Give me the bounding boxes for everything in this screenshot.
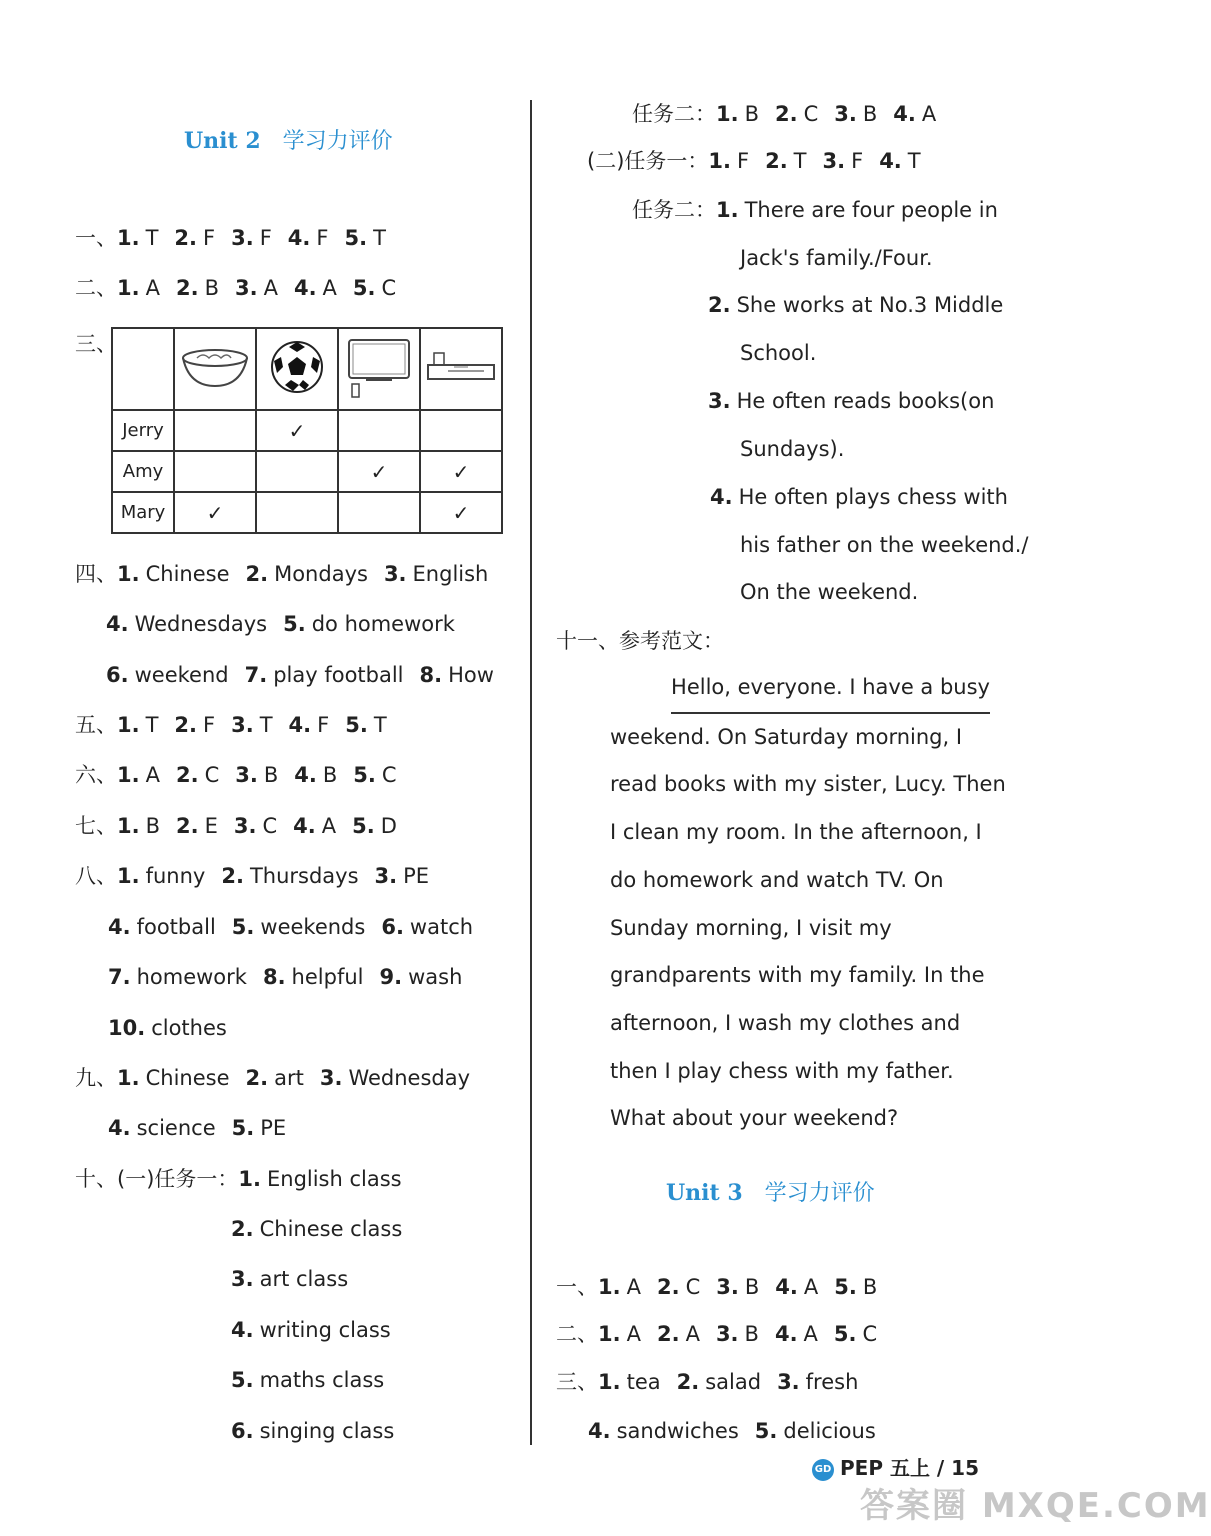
answer-line-t1b: (二)任务一：1. F 2. T 3. F 4. T [587, 149, 921, 173]
check-mark: ✓ [256, 410, 338, 451]
unit2-title-en: Unit 2 [184, 128, 261, 154]
essay-line: Sunday morning, I visit my [610, 915, 892, 940]
answer-line-t2b-1b: Jack's family./Four. [740, 246, 933, 270]
answer-line-t2b-2b: School. [740, 341, 817, 365]
tv-icon [338, 328, 420, 410]
sample-essay [610, 664, 1006, 1143]
answer-line-s8d: 10. clothes [108, 1016, 227, 1040]
unit3-title-cn: 学习力评价 [764, 1181, 875, 1206]
activity-table [111, 327, 503, 534]
answer-line-s7: 七、1. B 2. E 3. C 4. A 5. D [75, 814, 397, 838]
answer-line-t2b-3b: Sundays). [740, 437, 845, 461]
unit2-title-cn: 学习力评价 [282, 129, 393, 154]
answer-line-s10-6: 6. singing class [231, 1419, 395, 1443]
answer-line-t2b-2: 2. She works at No.3 Middle [708, 293, 1004, 317]
essay-line: Hello, everyone. I have a busy [610, 664, 990, 714]
row-name: Amy [112, 451, 174, 492]
column-divider [530, 100, 532, 1445]
row-name: Mary [112, 492, 174, 533]
answer-line-s10-5: 5. maths class [231, 1368, 385, 1392]
check-mark: ✓ [420, 451, 502, 492]
answer-line-s4a: 四、1. Chinese 2. Mondays 3. English [75, 562, 489, 586]
unit2-title [184, 124, 393, 155]
answer-line-s8c: 7. homework 8. helpful 9. wash [108, 965, 463, 989]
answer-line-s10-2: 2. Chinese class [231, 1217, 403, 1241]
desk-icon [420, 328, 502, 410]
answer-line-t2b-4b: his father on the weekend./ [740, 533, 1029, 557]
essay-line: do homework and watch TV. On [610, 867, 944, 892]
answer-line-s10-4: 4. writing class [231, 1318, 391, 1342]
answer-line-s6: 六、1. A 2. C 3. B 4. B 5. C [75, 763, 397, 787]
table-row [112, 451, 502, 492]
answer-line-s4b: 4. Wednesdays 5. do homework [106, 612, 455, 636]
answer-line-s2: 二、1. A 2. B 3. A 4. A 5. C [75, 276, 397, 300]
check-mark: ✓ [338, 451, 420, 492]
table-row [112, 492, 502, 533]
unit3-title [666, 1176, 875, 1207]
answer-line-u3s1: 一、1. A 2. C 3. B 4. A 5. B [556, 1275, 878, 1299]
answer-line-t2b-3: 3. He often reads books(on [708, 389, 995, 413]
essay-line: grandparents with my family. In the [610, 963, 985, 988]
football-icon [256, 328, 338, 410]
answer-line-s9b: 4. science 5. PE [108, 1116, 287, 1140]
answer-line-t2b-1: 任务二：1. There are four people in [632, 198, 998, 222]
answer-line-s8b: 4. football 5. weekends 6. watch [108, 915, 474, 939]
essay-line: What about your weekend? [610, 1106, 899, 1131]
essay-line: weekend. On Saturday morning, I [610, 724, 963, 749]
answer-line-s9a: 九、1. Chinese 2. art 3. Wednesday [75, 1066, 471, 1090]
answer-line-s8a: 八、1. funny 2. Thursdays 3. PE [75, 864, 430, 888]
section-label-s3: 三、 [75, 332, 117, 356]
essay-line: afternoon, I wash my clothes and [610, 1010, 961, 1035]
essay-line: I clean my room. In the afternoon, I [610, 820, 982, 845]
check-mark: ✓ [174, 492, 256, 533]
answer-line-s10-3: 3. art class [231, 1267, 349, 1291]
answer-line-t2a: 任务二：1. B 2. C 3. B 4. A [632, 102, 937, 126]
unit3-title-en: Unit 3 [666, 1180, 743, 1206]
section-label-s11: 十一、参考范文： [556, 629, 724, 653]
table-corner [112, 328, 174, 410]
answer-line-t2b-4c: On the weekend. [740, 580, 919, 604]
answer-line-s10-1: 十、(一)任务一：1. English class [75, 1167, 402, 1191]
bowl-icon [174, 328, 256, 410]
essay-line: read books with my sister, Lucy. Then [610, 772, 1006, 797]
essay-line: then I play chess with my father. [610, 1058, 954, 1083]
answer-line-u3s2: 二、1. A 2. A 3. B 4. A 5. C [556, 1322, 878, 1346]
row-name: Jerry [112, 410, 174, 451]
watermark: 答案圈 MXQE.COM [860, 1486, 1211, 1526]
page-footer [812, 1452, 979, 1481]
answer-line-s4c: 6. weekend 7. play football 8. How [106, 663, 494, 687]
page-number: PEP 五上 / 15 [840, 1456, 980, 1480]
answer-line-u3s3a: 三、1. tea 2. salad 3. fresh [556, 1370, 859, 1394]
answer-line-t2b-4: 4. He often plays chess with [710, 485, 1008, 509]
check-mark: ✓ [420, 492, 502, 533]
publisher-logo-icon: GD [812, 1459, 834, 1481]
answer-line-u3s3b: 4. sandwiches 5. delicious [588, 1419, 876, 1443]
table-row [112, 410, 502, 451]
answer-line-s1: 一、1. T 2. F 3. F 4. F 5. T [75, 226, 386, 250]
answer-line-s5: 五、1. T 2. F 3. T 4. F 5. T [75, 713, 387, 737]
